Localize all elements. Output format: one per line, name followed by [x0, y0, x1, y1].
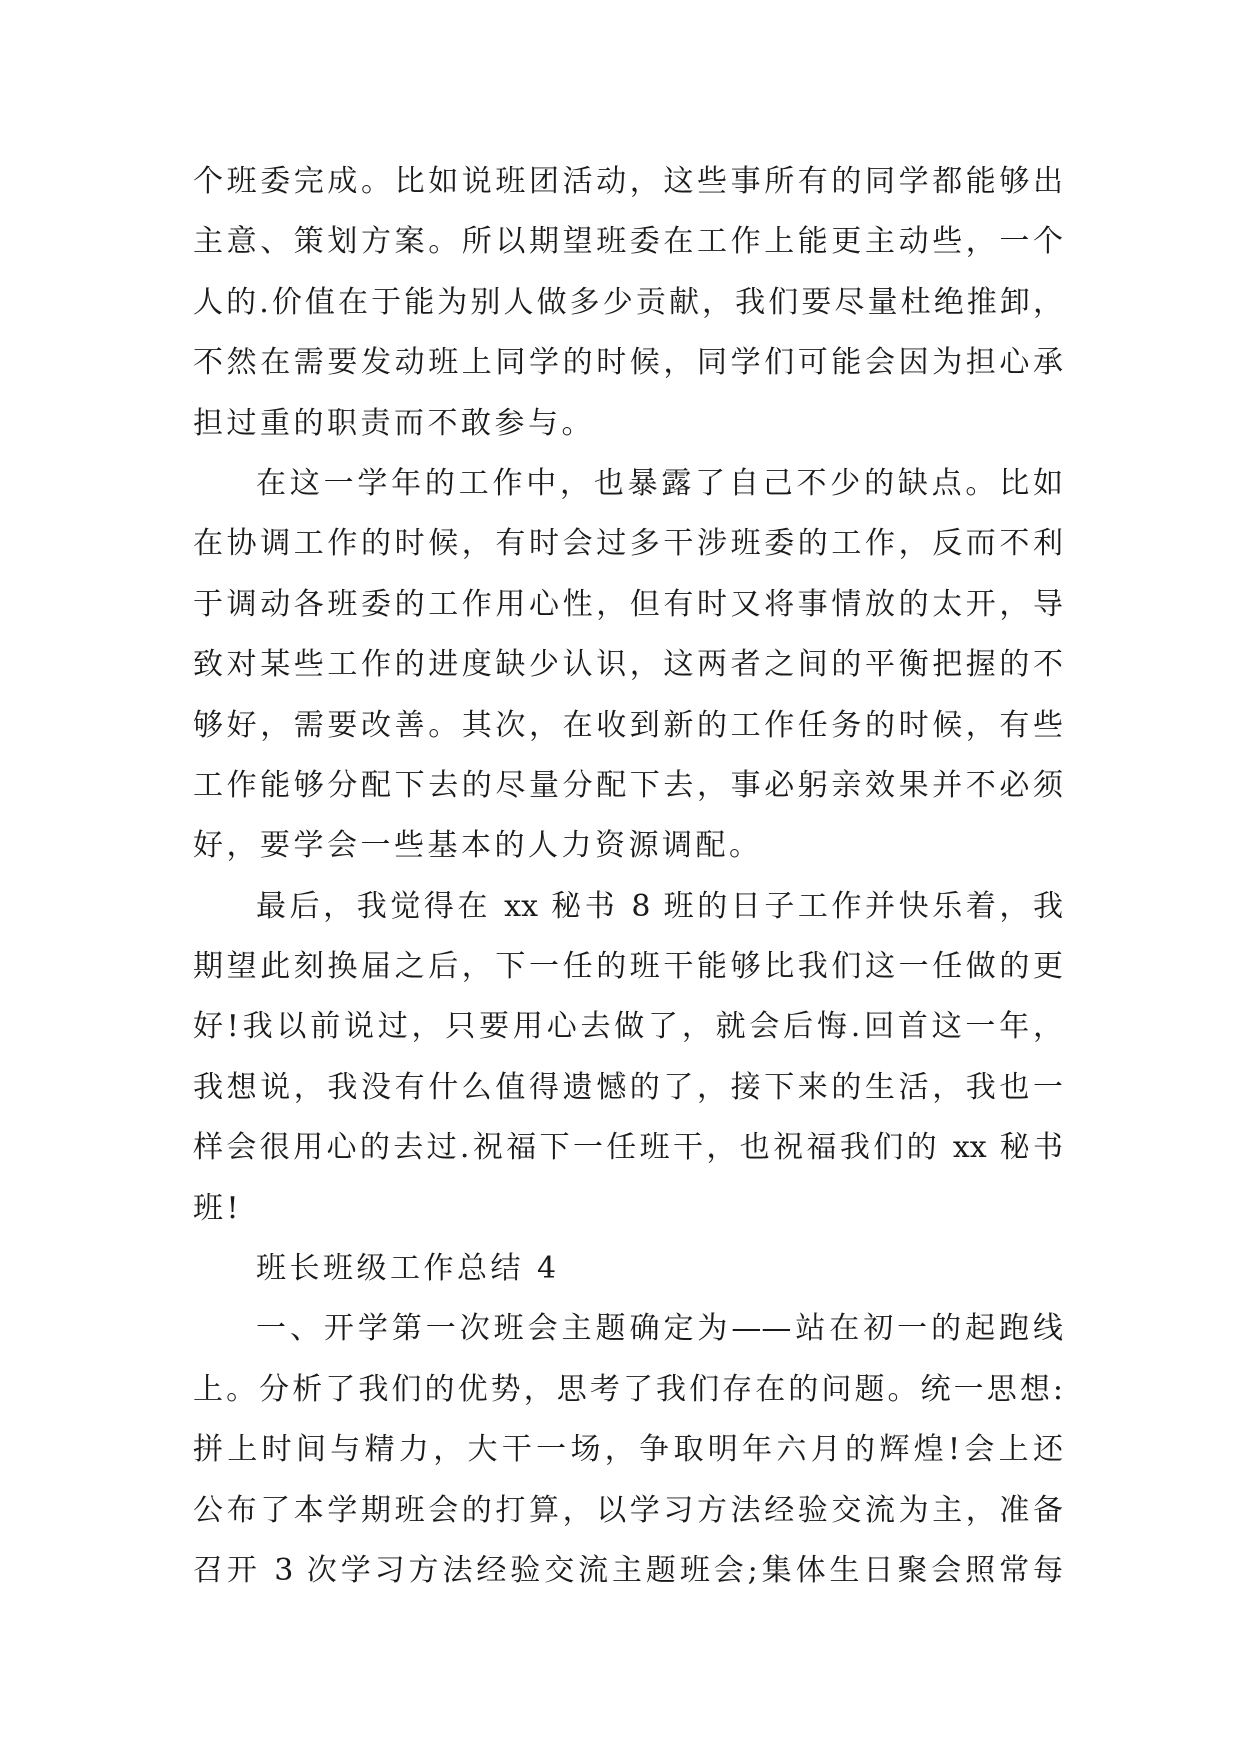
text-line: 样会很用心的去过.祝福下一任班干，也祝福我们的 xx 秘书 — [193, 1130, 1063, 1166]
text-line: 拼上时间与精力，大干一场，争取明年六月的辉煌!会上还 — [193, 1432, 1063, 1468]
text-line: 人的.价值在于能为别人做多少贡献，我们要尽量杜绝推卸， — [193, 284, 1063, 320]
text-line: 于调动各班委的工作用心性，但有时又将事情放的太开，导 — [193, 586, 1063, 622]
text-line: 期望此刻换届之后，下一任的班干能够比我们这一任做的更 — [193, 949, 1063, 985]
text-line: 我想说，我没有什么值得遗憾的了，接下来的生活，我也一 — [193, 1069, 1063, 1105]
paragraph-first-line: 班长班级工作总结 4 — [256, 1251, 560, 1287]
text-line: 召开 3 次学习方法经验交流主题班会;集体生日聚会照常每 — [193, 1552, 1063, 1588]
text-line: 致对某些工作的进度缺少认识，这两者之间的平衡把握的不 — [193, 647, 1063, 683]
text-line: 上。分析了我们的优势，思考了我们存在的问题。统一思想: — [193, 1371, 1063, 1407]
text-line: 公布了本学期班会的打算，以学习方法经验交流为主，准备 — [193, 1492, 1063, 1528]
paragraph-first-line: 一、开学第一次班会主题确定为——站在初一的起跑线 — [256, 1311, 1063, 1347]
text-line: 够好，需要改善。其次，在收到新的工作任务的时候，有些 — [193, 707, 1063, 743]
text-line: 个班委完成。比如说班团活动，这些事所有的同学都能够出 — [193, 164, 1063, 199]
paragraph-first-line: 在这一学年的工作中，也暴露了自己不少的缺点。比如 — [256, 465, 1063, 501]
text-line: 好，要学会一些基本的人力资源调配。 — [193, 828, 763, 864]
text-line: 主意、策划方案。所以期望班委在工作上能更主动些，一个 — [193, 224, 1063, 260]
text-line: 班! — [193, 1190, 243, 1226]
text-line: 工作能够分配下去的尽量分配下去，事必躬亲效果并不必须 — [193, 767, 1063, 803]
text-line: 在协调工作的时候，有时会过多干涉班委的工作，反而不利 — [193, 526, 1063, 562]
text-line: 不然在需要发动班上同学的时候，同学们可能会因为担心承 — [193, 345, 1063, 381]
text-line: 好!我以前说过，只要用心去做了，就会后悔.回首这一年， — [193, 1009, 1063, 1045]
document-body — [193, 152, 1063, 1601]
paragraph-first-line: 最后，我觉得在 xx 秘书 8 班的日子工作并快乐着，我 — [256, 888, 1063, 924]
text-line: 担过重的职责而不敢参与。 — [193, 405, 595, 441]
